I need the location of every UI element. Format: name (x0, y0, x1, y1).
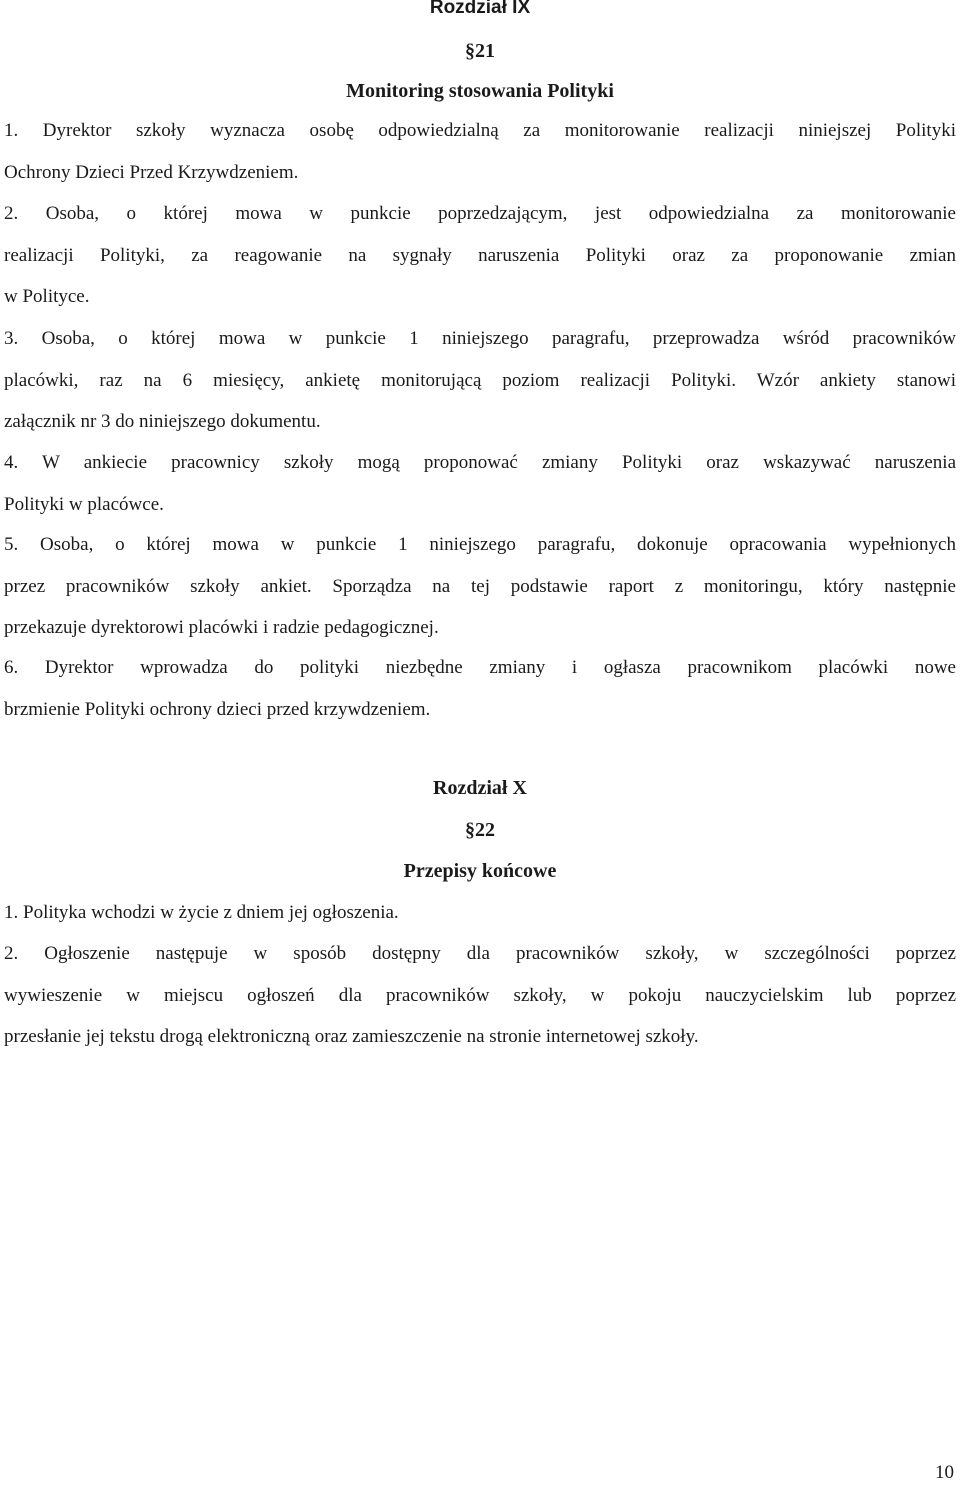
text-line: 2. Osoba, o której mowa w punkcie poprzedzającym, jest odpowiedzialna za monitorowanie (4, 203, 956, 224)
paragraph-3 (4, 318, 956, 443)
text-line: 4. W ankiecie pracownicy szkoły mogą proponować zmiany Polityki oraz wskazywać naruszenia (4, 452, 956, 473)
text-line: 3. Osoba, o której mowa w punkcie 1 niniejszego paragrafu, przeprowadza wśród pracowników (4, 328, 956, 349)
paragraph-1 (4, 110, 956, 193)
paragraph-6 (4, 647, 956, 730)
text-line: 6. Dyrektor wprowadza do polityki niezbędne zmiany i ogłasza pracownikom placówki nowe (4, 657, 956, 678)
text-line: 5. Osoba, o której mowa w punkcie 1 niniejszego paragrafu, dokonuje opracowania wypełnionych (4, 534, 956, 555)
text-line: placówki, raz na 6 miesięcy, ankietę monitorującą poziom realizacji Polityki. Wzór ankiety stanowi (4, 369, 956, 391)
paragraph-8 (4, 933, 956, 1058)
text-line: przez pracowników szkoły ankiet. Sporządza na tej podstawie raport z monitoringu, który następnie (4, 575, 956, 597)
text-line: realizacji Polityki, za reagowanie na sygnały naruszenia Polityki oraz za proponowanie zmian (4, 244, 956, 266)
paragraph-4 (4, 442, 956, 525)
text-line: 1. Dyrektor szkoły wyznacza osobę odpowiedzialną za monitorowanie realizacji niniejszej Polityki (4, 120, 956, 141)
text-line: 1. Polityka wchodzi w życie z dniem jej ogłoszenia. (4, 902, 399, 923)
text-line: 2. Ogłoszenie następuje w sposób dostępny dla pracowników szkoły, w szczególności poprzez (4, 943, 956, 964)
page-number: 10 (935, 1462, 954, 1483)
paragraph-2 (4, 193, 956, 318)
section-number: §22 (465, 819, 495, 841)
text-line: przesłanie jej tekstu drogą elektroniczną oraz zamieszczenie na stronie internetowej szkoły. (4, 1026, 699, 1047)
text-line: Polityki w placówce. (4, 493, 164, 515)
text-line: Ochrony Dzieci Przed Krzywdzeniem. (4, 161, 299, 183)
chapter-title: Rozdział X (433, 777, 527, 799)
text-line: brzmienie Polityki ochrony dzieci przed krzywdzeniem. (4, 698, 431, 720)
text-line: w Polityce. (4, 286, 90, 307)
text-line: załącznik nr 3 do niniejszego dokumentu. (4, 411, 321, 432)
paragraph-7 (4, 892, 956, 934)
section-number: §21 (465, 40, 495, 62)
text-line: wywieszenie w miejscu ogłoszeń dla pracowników szkoły, w pokoju nauczycielskim lub poprzez (4, 984, 956, 1006)
section-heading: Monitoring stosowania Polityki (346, 80, 614, 102)
chapter-title: Rozdział IX (429, 0, 531, 18)
section-heading: Przepisy końcowe (403, 860, 557, 882)
text-line: przekazuje dyrektorowi placówki i radzie pedagogicznej. (4, 617, 439, 638)
paragraph-5 (4, 524, 956, 649)
